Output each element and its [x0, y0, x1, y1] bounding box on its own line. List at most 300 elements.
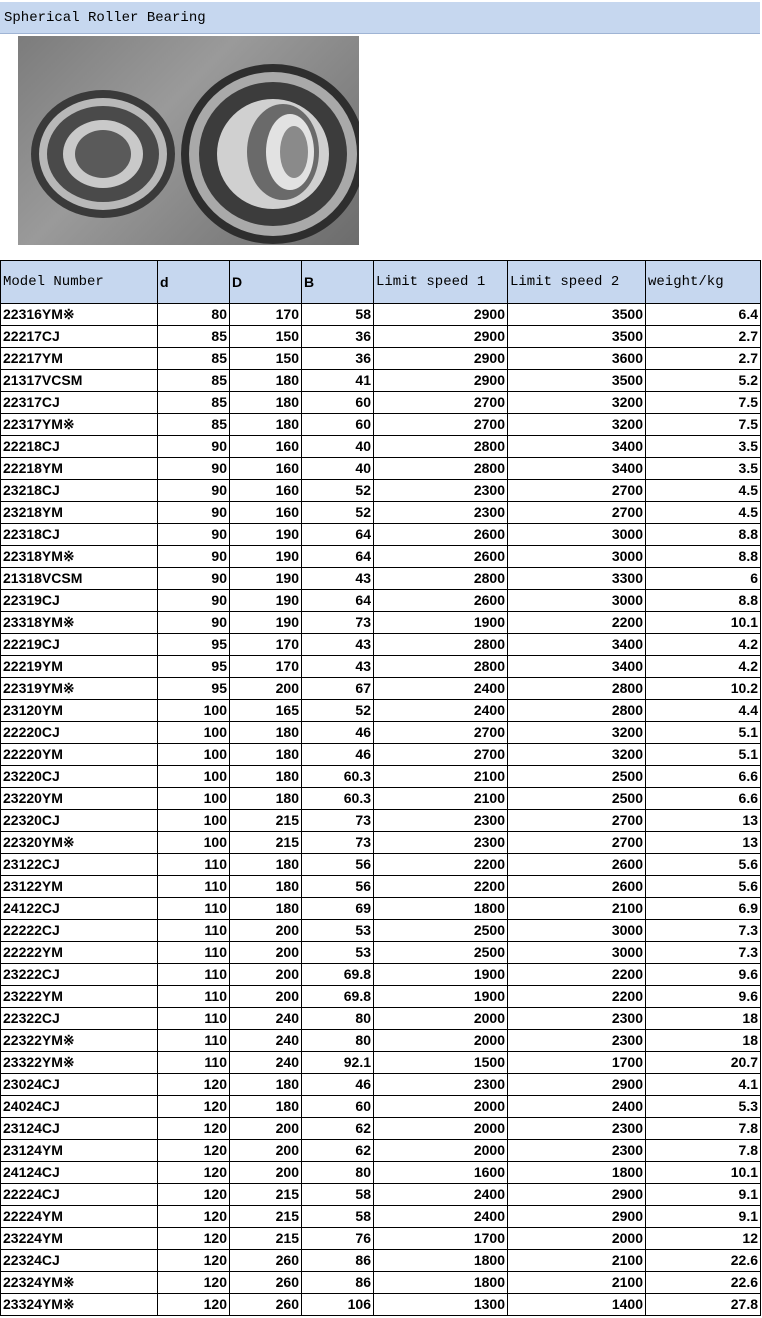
cell-limit-speed-2: 2900	[508, 1074, 646, 1096]
cell-limit-speed-1: 2300	[374, 502, 508, 524]
cell-d: 110	[158, 1030, 230, 1052]
cell-limit-speed-2: 2300	[508, 1030, 646, 1052]
bearing-photo	[18, 36, 359, 245]
table-row	[1, 722, 761, 744]
cell-B: 53	[302, 942, 374, 964]
cell-weight: 3.5	[646, 458, 761, 480]
cell-D: 200	[230, 1140, 302, 1162]
cell-limit-speed-2: 2700	[508, 502, 646, 524]
cell-B: 52	[302, 700, 374, 722]
cell-D: 190	[230, 546, 302, 568]
cell-limit-speed-2: 3000	[508, 590, 646, 612]
cell-limit-speed-1: 2400	[374, 700, 508, 722]
cell-limit-speed-2: 2300	[508, 1140, 646, 1162]
cell-weight: 6.4	[646, 304, 761, 326]
cell-model: 21317VCSM	[1, 370, 158, 392]
cell-B: 40	[302, 458, 374, 480]
table-row	[1, 942, 761, 964]
cell-model: 22320CJ	[1, 810, 158, 832]
table-row	[1, 1096, 761, 1118]
table-row	[1, 986, 761, 1008]
table-row	[1, 964, 761, 986]
cell-limit-speed-2: 3200	[508, 414, 646, 436]
page-title: Spherical Roller Bearing	[4, 10, 206, 26]
cell-limit-speed-2: 2100	[508, 898, 646, 920]
cell-B: 58	[302, 1206, 374, 1228]
cell-d: 85	[158, 348, 230, 370]
cell-weight: 8.8	[646, 524, 761, 546]
cell-D: 215	[230, 832, 302, 854]
cell-model: 23324YM※	[1, 1294, 158, 1316]
cell-d: 110	[158, 1008, 230, 1030]
cell-B: 73	[302, 832, 374, 854]
cell-weight: 5.3	[646, 1096, 761, 1118]
cell-limit-speed-1: 2000	[374, 1008, 508, 1030]
cell-B: 60.3	[302, 766, 374, 788]
table-row	[1, 524, 761, 546]
cell-B: 36	[302, 348, 374, 370]
cell-weight: 5.2	[646, 370, 761, 392]
cell-B: 106	[302, 1294, 374, 1316]
cell-d: 110	[158, 986, 230, 1008]
cell-weight: 4.5	[646, 502, 761, 524]
cell-limit-speed-2: 3300	[508, 568, 646, 590]
cell-d: 95	[158, 634, 230, 656]
cell-B: 60	[302, 1096, 374, 1118]
cell-weight: 6.9	[646, 898, 761, 920]
cell-d: 100	[158, 722, 230, 744]
cell-limit-speed-1: 2000	[374, 1096, 508, 1118]
cell-limit-speed-1: 1500	[374, 1052, 508, 1074]
cell-d: 120	[158, 1140, 230, 1162]
cell-d: 90	[158, 502, 230, 524]
table-row	[1, 1272, 761, 1294]
cell-limit-speed-1: 2100	[374, 788, 508, 810]
cell-limit-speed-2: 1400	[508, 1294, 646, 1316]
cell-limit-speed-1: 2700	[374, 722, 508, 744]
cell-model: 22217YM	[1, 348, 158, 370]
cell-D: 215	[230, 1184, 302, 1206]
cell-limit-speed-1: 2700	[374, 414, 508, 436]
table-row	[1, 744, 761, 766]
cell-weight: 10.1	[646, 612, 761, 634]
cell-D: 180	[230, 744, 302, 766]
cell-limit-speed-1: 1700	[374, 1228, 508, 1250]
cell-B: 41	[302, 370, 374, 392]
cell-d: 120	[158, 1162, 230, 1184]
cell-D: 240	[230, 1052, 302, 1074]
cell-model: 23218YM	[1, 502, 158, 524]
table-row	[1, 1206, 761, 1228]
cell-limit-speed-2: 2500	[508, 788, 646, 810]
cell-weight: 4.5	[646, 480, 761, 502]
cell-D: 240	[230, 1030, 302, 1052]
cell-limit-speed-2: 2800	[508, 678, 646, 700]
cell-limit-speed-2: 2600	[508, 854, 646, 876]
cell-B: 76	[302, 1228, 374, 1250]
cell-D: 165	[230, 700, 302, 722]
cell-B: 69.8	[302, 964, 374, 986]
left-bearing	[31, 90, 175, 218]
cell-limit-speed-2: 3000	[508, 920, 646, 942]
cell-weight: 6	[646, 568, 761, 590]
table-row	[1, 1052, 761, 1074]
cell-weight: 9.1	[646, 1206, 761, 1228]
cell-d: 100	[158, 766, 230, 788]
cell-D: 160	[230, 480, 302, 502]
cell-D: 180	[230, 788, 302, 810]
cell-model: 23220YM	[1, 788, 158, 810]
cell-d: 100	[158, 788, 230, 810]
cell-limit-speed-2: 2700	[508, 832, 646, 854]
cell-weight: 20.7	[646, 1052, 761, 1074]
table-row	[1, 920, 761, 942]
cell-model: 23218CJ	[1, 480, 158, 502]
cell-weight: 3.5	[646, 436, 761, 458]
cell-model: 24122CJ	[1, 898, 158, 920]
cell-d: 95	[158, 678, 230, 700]
cell-model: 22319YM※	[1, 678, 158, 700]
table-row	[1, 568, 761, 590]
cell-D: 180	[230, 1096, 302, 1118]
cell-limit-speed-1: 2400	[374, 1206, 508, 1228]
cell-limit-speed-1: 2900	[374, 370, 508, 392]
cell-weight: 12	[646, 1228, 761, 1250]
cell-d: 90	[158, 546, 230, 568]
cell-model: 22322YM※	[1, 1030, 158, 1052]
cell-B: 69.8	[302, 986, 374, 1008]
cell-limit-speed-2: 2600	[508, 876, 646, 898]
cell-limit-speed-2: 2100	[508, 1272, 646, 1294]
cell-D: 215	[230, 1206, 302, 1228]
cell-limit-speed-1: 1800	[374, 1272, 508, 1294]
cell-model: 22222YM	[1, 942, 158, 964]
header-B: B	[302, 261, 374, 304]
cell-D: 200	[230, 1162, 302, 1184]
cell-B: 62	[302, 1118, 374, 1140]
cell-limit-speed-1: 2700	[374, 744, 508, 766]
cell-B: 43	[302, 656, 374, 678]
cell-model: 23222CJ	[1, 964, 158, 986]
cell-model: 23220CJ	[1, 766, 158, 788]
cell-limit-speed-1: 2800	[374, 436, 508, 458]
cell-weight: 7.8	[646, 1140, 761, 1162]
table-row	[1, 1250, 761, 1272]
cell-limit-speed-1: 2800	[374, 634, 508, 656]
cell-weight: 27.8	[646, 1294, 761, 1316]
cell-limit-speed-2: 3400	[508, 436, 646, 458]
cell-d: 120	[158, 1294, 230, 1316]
cell-D: 200	[230, 1118, 302, 1140]
cell-limit-speed-1: 2800	[374, 656, 508, 678]
cell-weight: 18	[646, 1030, 761, 1052]
cell-D: 180	[230, 370, 302, 392]
cell-D: 170	[230, 304, 302, 326]
cell-model: 21318VCSM	[1, 568, 158, 590]
cell-weight: 7.3	[646, 920, 761, 942]
table-body	[1, 304, 761, 1316]
cell-weight: 8.8	[646, 546, 761, 568]
table-row	[1, 634, 761, 656]
cell-limit-speed-1: 2900	[374, 348, 508, 370]
cell-limit-speed-1: 2000	[374, 1030, 508, 1052]
cell-limit-speed-1: 2600	[374, 524, 508, 546]
header-weight: weight/kg	[646, 261, 761, 304]
cell-weight: 22.6	[646, 1272, 761, 1294]
table-row	[1, 546, 761, 568]
cell-d: 90	[158, 524, 230, 546]
cell-weight: 10.2	[646, 678, 761, 700]
cell-weight: 6.6	[646, 766, 761, 788]
cell-B: 46	[302, 1074, 374, 1096]
cell-weight: 4.2	[646, 656, 761, 678]
cell-model: 22224YM	[1, 1206, 158, 1228]
table-row	[1, 1118, 761, 1140]
cell-B: 64	[302, 524, 374, 546]
cell-B: 64	[302, 546, 374, 568]
cell-weight: 2.7	[646, 348, 761, 370]
table-row	[1, 348, 761, 370]
bearing-illustration	[18, 36, 359, 245]
cell-model: 23224YM	[1, 1228, 158, 1250]
cell-limit-speed-2: 3500	[508, 326, 646, 348]
cell-B: 69	[302, 898, 374, 920]
table-row	[1, 832, 761, 854]
table-row	[1, 1030, 761, 1052]
header-D: D	[230, 261, 302, 304]
cell-limit-speed-2: 2200	[508, 612, 646, 634]
cell-limit-speed-1: 2700	[374, 392, 508, 414]
table-row	[1, 678, 761, 700]
cell-limit-speed-2: 2700	[508, 810, 646, 832]
cell-B: 43	[302, 568, 374, 590]
cell-weight: 9.6	[646, 964, 761, 986]
cell-limit-speed-1: 2900	[374, 304, 508, 326]
cell-d: 80	[158, 304, 230, 326]
cell-model: 22224CJ	[1, 1184, 158, 1206]
table-row	[1, 590, 761, 612]
cell-B: 73	[302, 612, 374, 634]
cell-d: 110	[158, 1052, 230, 1074]
cell-d: 100	[158, 700, 230, 722]
cell-model: 22219YM	[1, 656, 158, 678]
cell-limit-speed-1: 2800	[374, 458, 508, 480]
cell-D: 160	[230, 502, 302, 524]
cell-B: 60.3	[302, 788, 374, 810]
cell-D: 150	[230, 348, 302, 370]
cell-D: 150	[230, 326, 302, 348]
cell-limit-speed-1: 2500	[374, 920, 508, 942]
cell-limit-speed-1: 1900	[374, 612, 508, 634]
cell-model: 22316YM※	[1, 304, 158, 326]
cell-B: 53	[302, 920, 374, 942]
cell-d: 85	[158, 326, 230, 348]
cell-limit-speed-2: 2200	[508, 964, 646, 986]
cell-D: 200	[230, 986, 302, 1008]
cell-d: 90	[158, 436, 230, 458]
cell-model: 23122YM	[1, 876, 158, 898]
table-row	[1, 458, 761, 480]
table-row	[1, 1008, 761, 1030]
cell-weight: 18	[646, 1008, 761, 1030]
cell-D: 215	[230, 1228, 302, 1250]
cell-weight: 7.3	[646, 942, 761, 964]
cell-model: 22220CJ	[1, 722, 158, 744]
table-row	[1, 810, 761, 832]
cell-limit-speed-1: 2800	[374, 568, 508, 590]
cell-D: 180	[230, 1074, 302, 1096]
cell-limit-speed-2: 2500	[508, 766, 646, 788]
cell-model: 23222YM	[1, 986, 158, 1008]
cell-D: 190	[230, 612, 302, 634]
cell-D: 260	[230, 1250, 302, 1272]
cell-limit-speed-2: 3000	[508, 942, 646, 964]
cell-B: 92.1	[302, 1052, 374, 1074]
cell-weight: 7.5	[646, 414, 761, 436]
table-row	[1, 854, 761, 876]
cell-D: 200	[230, 942, 302, 964]
cell-limit-speed-1: 2300	[374, 810, 508, 832]
cell-weight: 9.6	[646, 986, 761, 1008]
cell-limit-speed-2: 3200	[508, 744, 646, 766]
cell-d: 110	[158, 920, 230, 942]
cell-model: 22320YM※	[1, 832, 158, 854]
cell-d: 100	[158, 810, 230, 832]
cell-d: 95	[158, 656, 230, 678]
table-row	[1, 326, 761, 348]
cell-D: 170	[230, 656, 302, 678]
cell-d: 120	[158, 1272, 230, 1294]
cell-B: 86	[302, 1250, 374, 1272]
cell-weight: 4.2	[646, 634, 761, 656]
table-row	[1, 876, 761, 898]
cell-weight: 7.8	[646, 1118, 761, 1140]
cell-limit-speed-1: 2300	[374, 1074, 508, 1096]
cell-limit-speed-1: 2400	[374, 678, 508, 700]
cell-limit-speed-1: 2000	[374, 1140, 508, 1162]
table-row	[1, 414, 761, 436]
cell-model: 24024CJ	[1, 1096, 158, 1118]
cell-limit-speed-2: 3600	[508, 348, 646, 370]
cell-d: 90	[158, 612, 230, 634]
cell-limit-speed-1: 1800	[374, 898, 508, 920]
cell-model: 23122CJ	[1, 854, 158, 876]
cell-limit-speed-1: 1600	[374, 1162, 508, 1184]
cell-d: 110	[158, 898, 230, 920]
cell-B: 80	[302, 1162, 374, 1184]
cell-limit-speed-1: 2300	[374, 832, 508, 854]
cell-weight: 5.6	[646, 854, 761, 876]
cell-weight: 13	[646, 810, 761, 832]
cell-d: 110	[158, 964, 230, 986]
cell-limit-speed-2: 2300	[508, 1118, 646, 1140]
table-row	[1, 1140, 761, 1162]
cell-limit-speed-1: 2200	[374, 876, 508, 898]
cell-limit-speed-2: 2900	[508, 1206, 646, 1228]
cell-model: 22218YM	[1, 458, 158, 480]
cell-d: 120	[158, 1250, 230, 1272]
cell-D: 160	[230, 458, 302, 480]
cell-D: 200	[230, 920, 302, 942]
cell-weight: 4.4	[646, 700, 761, 722]
cell-limit-speed-1: 2200	[374, 854, 508, 876]
cell-d: 120	[158, 1074, 230, 1096]
cell-B: 46	[302, 722, 374, 744]
cell-model: 23124YM	[1, 1140, 158, 1162]
table-row	[1, 788, 761, 810]
cell-limit-speed-1: 2900	[374, 326, 508, 348]
cell-d: 100	[158, 832, 230, 854]
cell-B: 46	[302, 744, 374, 766]
cell-limit-speed-2: 2000	[508, 1228, 646, 1250]
cell-d: 120	[158, 1096, 230, 1118]
cell-B: 60	[302, 414, 374, 436]
cell-model: 22324YM※	[1, 1272, 158, 1294]
cell-model: 22218CJ	[1, 436, 158, 458]
cell-limit-speed-1: 2300	[374, 480, 508, 502]
cell-limit-speed-2: 3000	[508, 546, 646, 568]
bearing-table	[0, 260, 761, 1316]
cell-D: 260	[230, 1294, 302, 1316]
cell-d: 120	[158, 1206, 230, 1228]
cell-D: 180	[230, 392, 302, 414]
cell-limit-speed-1: 2400	[374, 1184, 508, 1206]
cell-model: 22222CJ	[1, 920, 158, 942]
cell-B: 67	[302, 678, 374, 700]
cell-D: 240	[230, 1008, 302, 1030]
table-row	[1, 1074, 761, 1096]
cell-B: 60	[302, 392, 374, 414]
cell-limit-speed-2: 2900	[508, 1184, 646, 1206]
table-row	[1, 304, 761, 326]
cell-B: 40	[302, 436, 374, 458]
cell-d: 120	[158, 1228, 230, 1250]
cell-limit-speed-2: 2800	[508, 700, 646, 722]
cell-D: 180	[230, 854, 302, 876]
cell-D: 170	[230, 634, 302, 656]
cell-limit-speed-1: 1300	[374, 1294, 508, 1316]
cell-model: 23124CJ	[1, 1118, 158, 1140]
cell-limit-speed-2: 1700	[508, 1052, 646, 1074]
cell-d: 120	[158, 1118, 230, 1140]
right-bearing	[181, 64, 359, 244]
table-row	[1, 502, 761, 524]
table-header-row	[1, 261, 761, 304]
table-row	[1, 656, 761, 678]
cell-limit-speed-2: 1800	[508, 1162, 646, 1184]
table-row	[1, 1162, 761, 1184]
cell-limit-speed-2: 3500	[508, 304, 646, 326]
cell-limit-speed-2: 2200	[508, 986, 646, 1008]
cell-weight: 4.1	[646, 1074, 761, 1096]
cell-B: 86	[302, 1272, 374, 1294]
table-row	[1, 766, 761, 788]
cell-limit-speed-2: 3200	[508, 392, 646, 414]
cell-weight: 5.1	[646, 722, 761, 744]
cell-model: 23322YM※	[1, 1052, 158, 1074]
cell-limit-speed-1: 1800	[374, 1250, 508, 1272]
cell-D: 190	[230, 524, 302, 546]
cell-d: 110	[158, 876, 230, 898]
cell-B: 73	[302, 810, 374, 832]
cell-weight: 13	[646, 832, 761, 854]
table-row	[1, 480, 761, 502]
cell-d: 110	[158, 854, 230, 876]
cell-B: 43	[302, 634, 374, 656]
cell-model: 24124CJ	[1, 1162, 158, 1184]
cell-model: 23024CJ	[1, 1074, 158, 1096]
table-row	[1, 370, 761, 392]
